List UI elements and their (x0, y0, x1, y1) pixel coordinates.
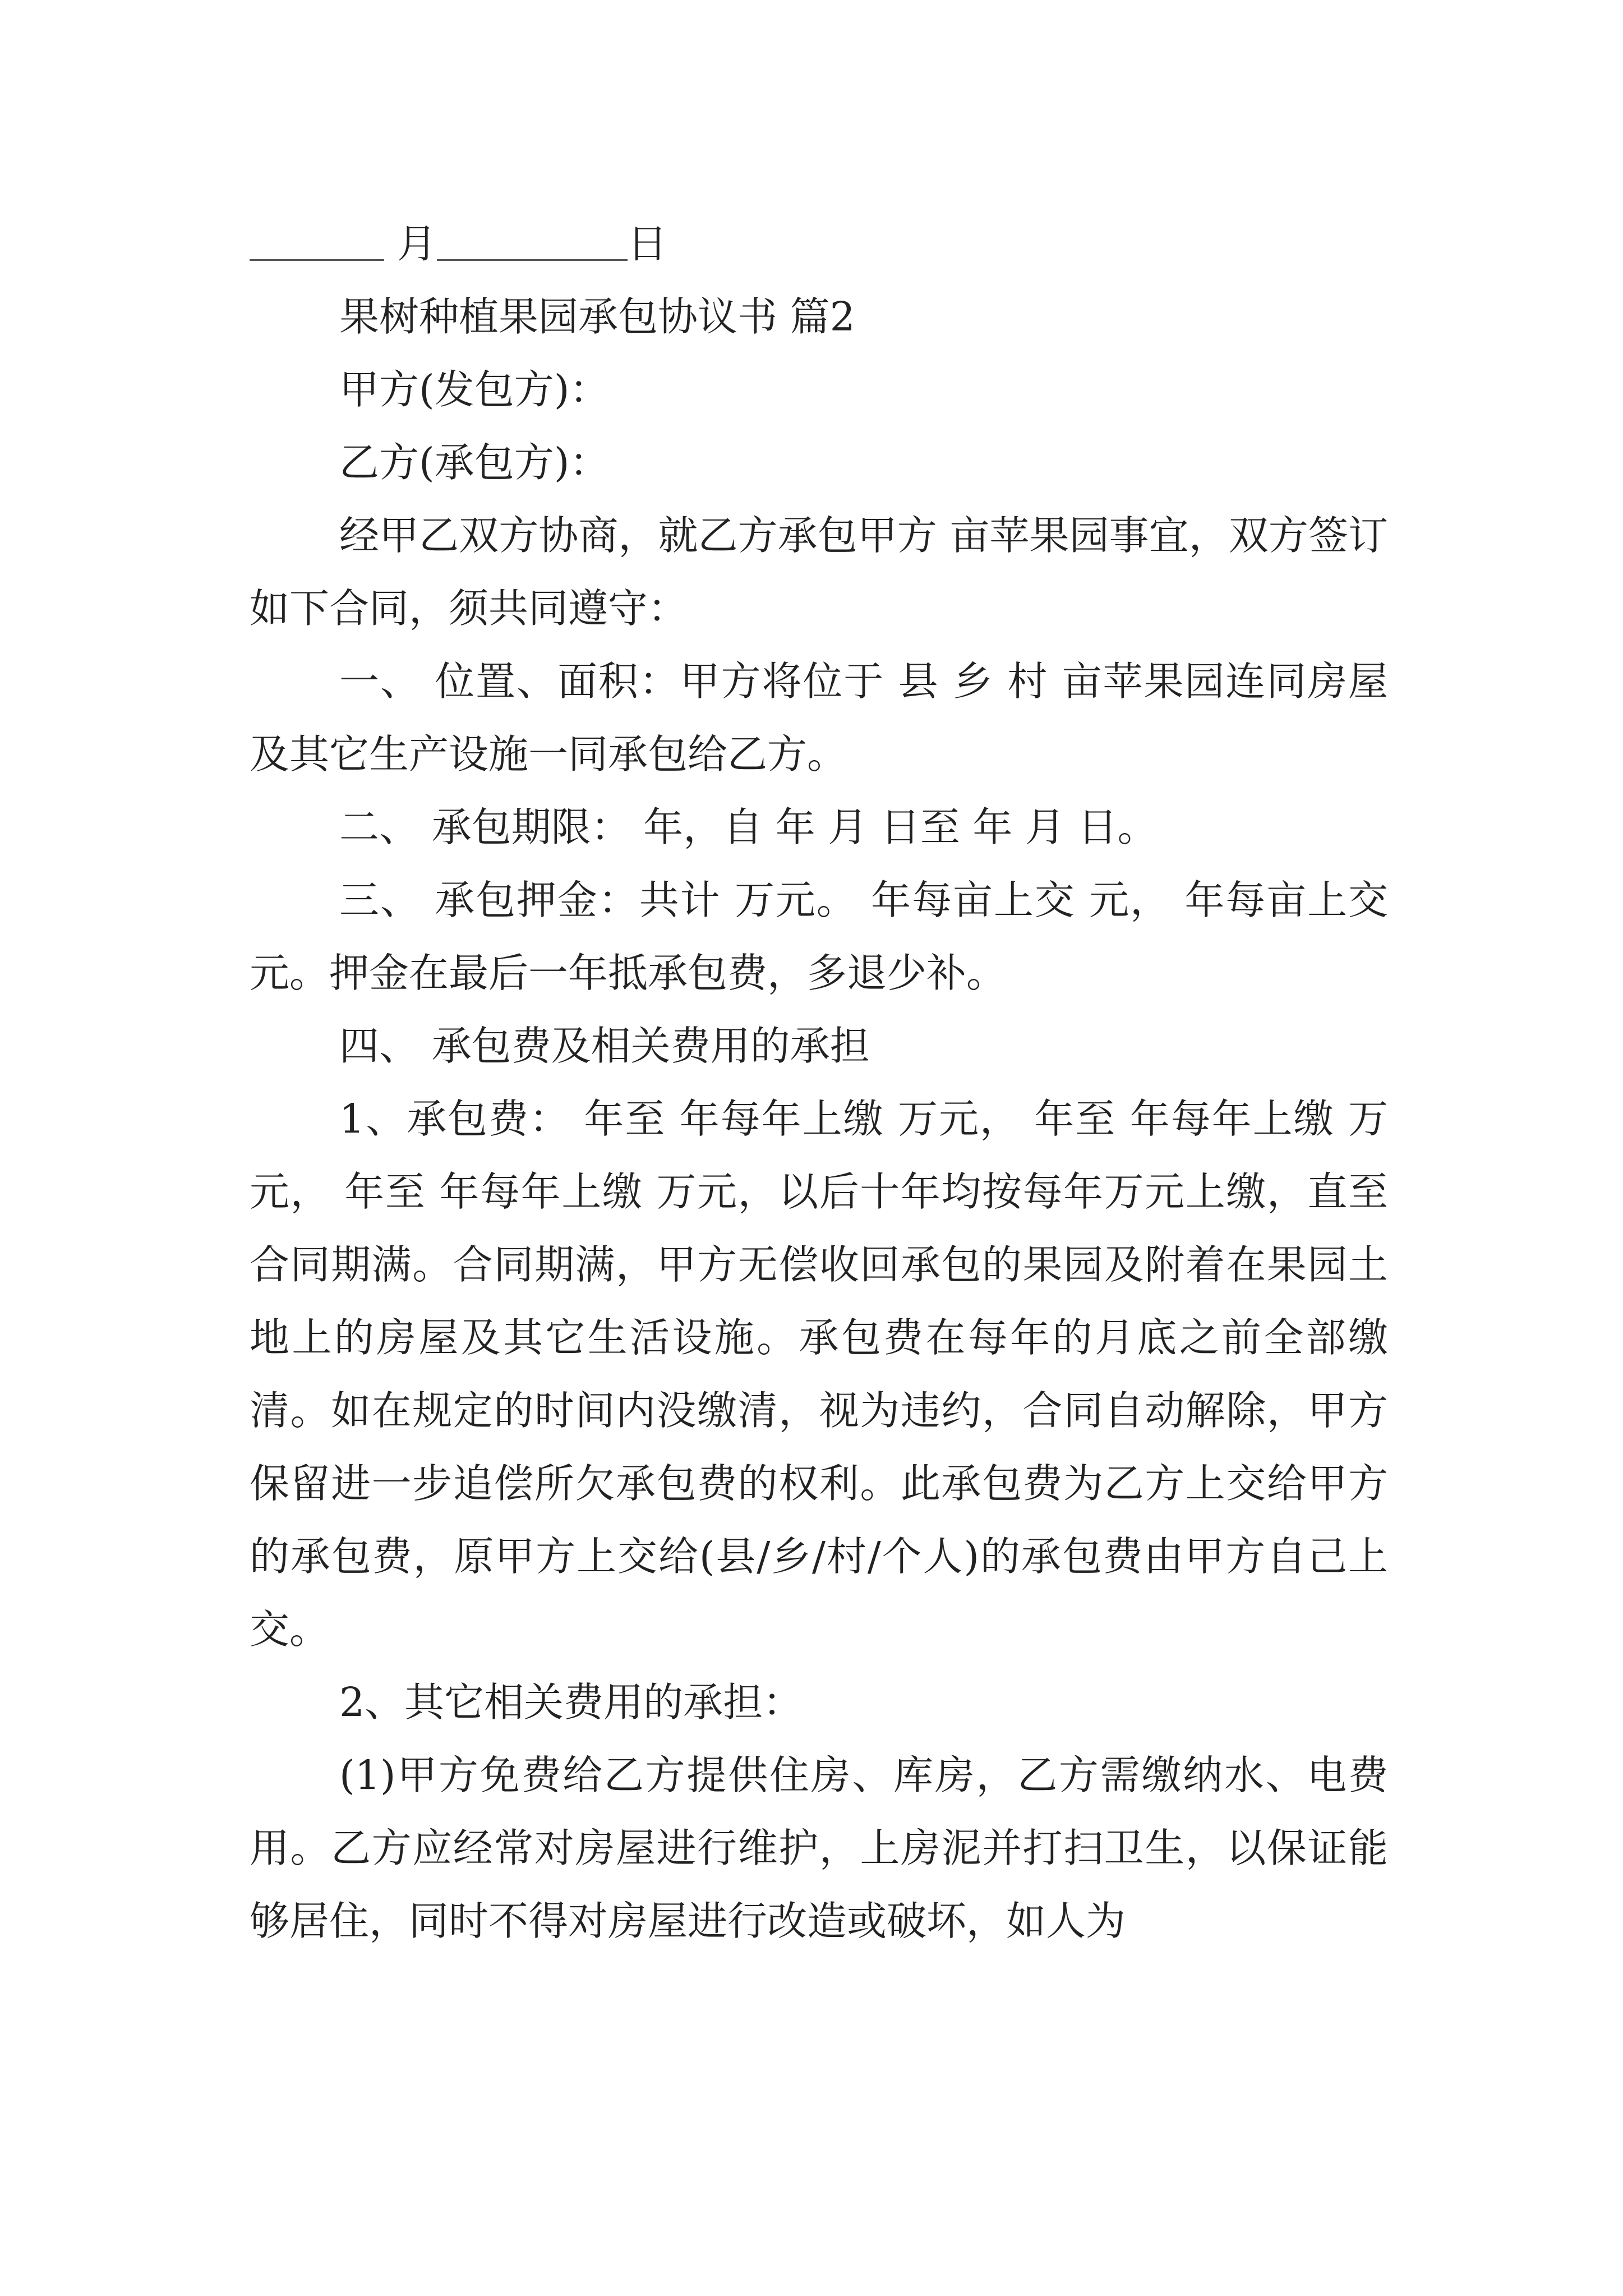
blank-line-year (250, 214, 384, 261)
paragraph-fees-heading: 四、 承包费及相关费用的承担 (339, 1023, 870, 1069)
day-label: 日 (627, 220, 667, 267)
paragraph-location-area: 一、 位置、面积：甲方将位于 县 乡 村 亩苹果园连同房屋及其它生产设施一同承包给乙方。 (250, 658, 1388, 777)
document-body (250, 208, 1388, 1958)
paragraph-negotiation: 经甲乙双方协商，就乙方承包甲方 亩苹果园事宜，双方签订如下合同，须共同遵守： (250, 512, 1388, 632)
paragraph-contract-term: 二、 承包期限： 年，自 年 月 日至 年 月 日。 (339, 804, 1158, 850)
paragraph-contract-fee: 1、承包费： 年至 年每年上缴 万元， 年至 年每年上缴 万元， 年至 年每年上缴 万元，以后十年均按每年万元上缴，直至合同期满。合同期满，甲方无偿收回承包的果园及附着在果园土地上的房屋及其它生活设施。承包费在每年的月底之前全部缴清。如在规定的时间内没缴清，视为违约，合同自动解除，甲方保留进一步追偿所欠承包费的权利。此承包费为乙方上交给甲方的承包费，原甲方上交给(县/乡/村/个人)的承包费由甲方自己上交。 (250, 1096, 1388, 1653)
paragraph-deposit: 三、 承包押金：共计 万元。 年每亩上交 元， 年每亩上交 元。押金在最后一年抵承包费，多退少补。 (250, 877, 1388, 996)
paragraph-housing: (1)甲方免费给乙方提供住房、库房，乙方需缴纳水、电费用。乙方应经常对房屋进行维护，上房泥并打扫卫生，以保证能够居住，同时不得对房屋进行改造或破坏，如人为 (250, 1752, 1388, 1944)
paragraph-other-fees: 2、其它相关费用的承担： (339, 1679, 803, 1726)
section-title: 果树种植果园承包协议书 篇2 (339, 293, 855, 340)
party-a-label: 甲方(发包方)： (339, 366, 610, 413)
date-line (250, 208, 1388, 280)
party-b-label: 乙方(承包方)： (339, 439, 610, 486)
month-label: 月 (396, 220, 437, 267)
blank-line-month (437, 214, 628, 261)
